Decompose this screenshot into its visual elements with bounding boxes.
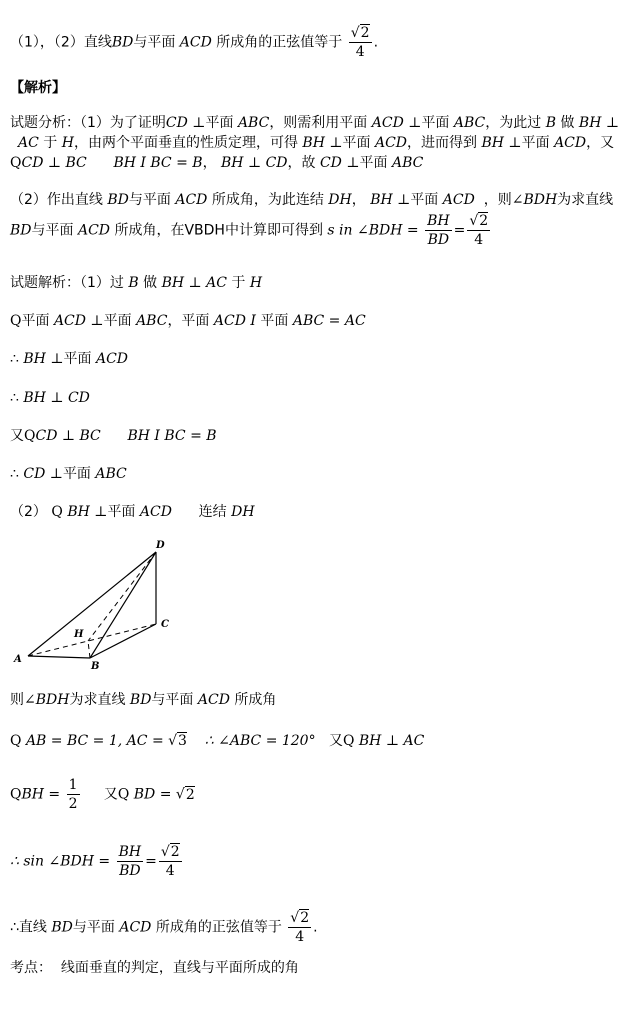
solution-line-7: （2） Q BH ⊥平面 ACD 连结 DH [10,504,255,520]
edge-bd [90,552,156,658]
fraction: $\frac{√2}{4}$ [350,25,370,60]
label-b: B [91,661,100,672]
solution-line-9: Q AB = BC = 1, AC = √3 ∴ ∠ABC = 120° 又Q BH ⊥ AC [10,733,425,749]
solution-line-12: ∴直线 BD与平面 ACD 所成角的正弦值等于 $\frac{√2}{4}$ . [10,910,318,945]
solution-line-3: ∴ BH ⊥平面 ACD [10,351,128,367]
fraction: $\frac{BH}{BD}$ [118,844,142,879]
fraction: $\frac{√2}{4}$ [160,844,180,879]
solution-line-10: QBH = $\frac{1}{2}$ 又Q BD = √2 [10,777,195,812]
fraction: $\frac{BH}{BD}$ [427,213,450,248]
fraction: $\frac{1}{2}$ [68,777,78,812]
analysis-heading: 【解析】 [10,80,66,96]
edge-bh-dashed [88,641,90,658]
answer-line-1: （1），（2）直线BD与平面 ACD 所成角的正弦值等于 $\frac{√2}{4}$ . [10,25,379,60]
label-a: A [14,654,22,665]
label-c: C [161,619,169,630]
analysis-line-1: 试题分析：（1）为了证明CD ⊥平面 ABC，则需利用平面 ACD ⊥平面 ABC，为此过 B 做 BH ⊥ [10,115,620,131]
solution-line-8: 则∠BDH为求直线 BD与平面 ACD 所成角 [10,692,277,708]
label-d: D [156,540,165,551]
fraction: $\frac{√2}{4}$ [290,910,310,945]
analysis-line-4: （2）作出直线 BD与平面 ACD 所成角，为此连结 DH， BH ⊥平面 ACD ，则∠BDH为求直线 [10,192,614,208]
analysis-line-3: QCD ⊥ BC BH I BC = B， BH ⊥ CD，故 CD ⊥平面 ABC [10,155,424,171]
edge-ab [28,656,90,658]
solution-line-1: 试题解析：（1）过 B 做 BH ⊥ AC 于 H [10,275,263,291]
analysis-line-5: BD与平面 ACD 所成角，在VBDH中计算即可得到 s in ∠BDH = $\frac{BH}{BD}$ = $\frac{√2}{4}$ [10,213,489,248]
geometry-figure [8,538,178,673]
solution-line-6: ∴ CD ⊥平面 ABC [10,466,127,482]
solution-line-4: ∴ BH ⊥ CD [10,390,90,406]
analysis-line-2: AC 于 H，由两个平面垂直的性质定理，可得 BH ⊥平面 ACD，进而得到 BH ⊥平面 ACD，又 [18,135,615,151]
edge-dh-dashed [88,552,156,641]
solution-line-11: ∴ sin ∠BDH = $\frac{BH}{BD}$ = $\frac{√2}{4}$ [10,844,180,879]
label-h: H [74,629,84,640]
knowledge-points: 考点： 线面垂直的判定，直线与平面所成的角 [10,960,299,976]
fraction: $\frac{√2}{4}$ [469,213,489,248]
solution-line-5: 又QCD ⊥ BC BH I BC = B [10,428,217,444]
solution-line-2: Q平面 ACD ⊥平面 ABC，平面 ACD I 平面 ABC = AC [10,313,366,329]
